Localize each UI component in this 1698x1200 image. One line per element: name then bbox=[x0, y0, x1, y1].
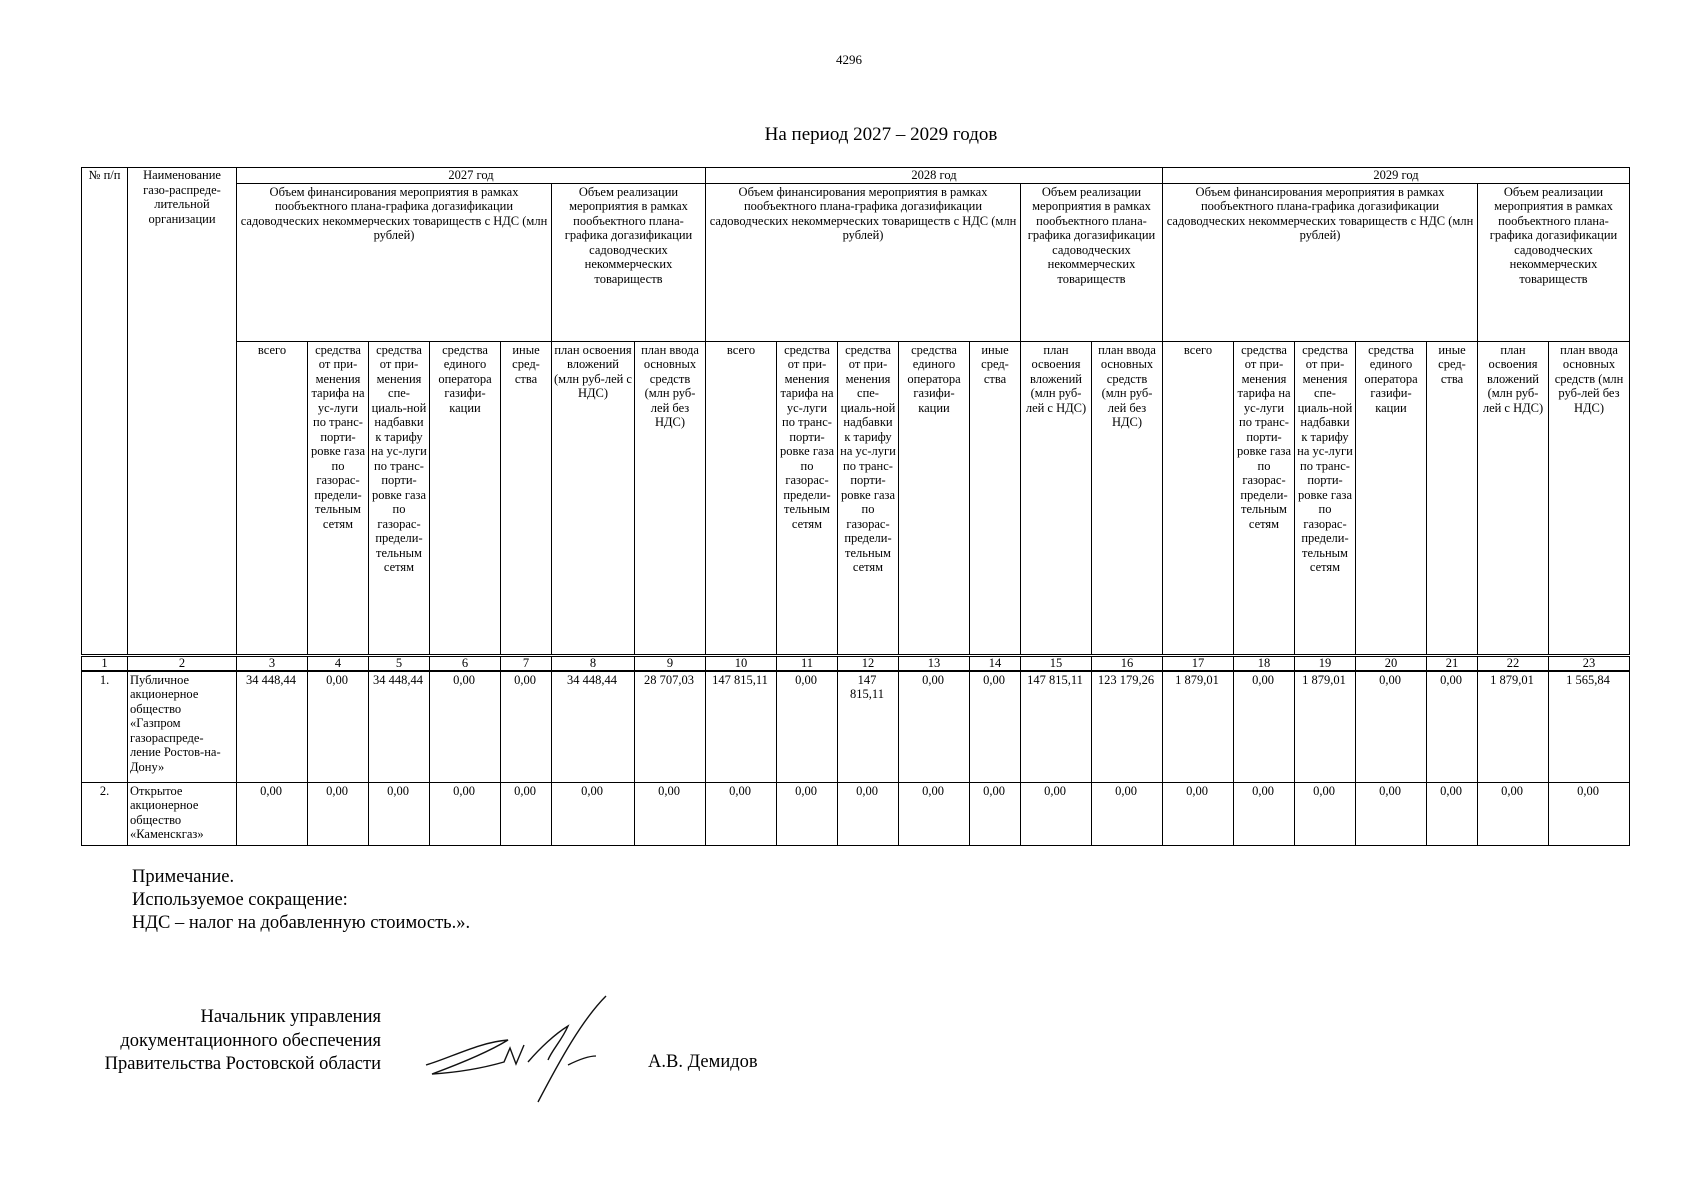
header-subcol-plan-assets: план ввода основных средств (млн руб-лей без НДС) bbox=[635, 341, 706, 655]
column-number: 8 bbox=[552, 655, 635, 671]
header-subcol-plan-assets: план ввода основных средств (млн руб-лей без НДС) bbox=[1549, 341, 1630, 655]
column-number: 1 bbox=[82, 655, 128, 671]
column-number: 14 bbox=[970, 655, 1021, 671]
table-cell: 0,00 bbox=[1021, 782, 1092, 845]
column-number: 23 bbox=[1549, 655, 1630, 671]
table-cell: 0,00 bbox=[1234, 782, 1295, 845]
signatory-position bbox=[81, 1006, 381, 1077]
table-cell: 1 565,84 bbox=[1549, 671, 1630, 783]
column-number: 18 bbox=[1234, 655, 1295, 671]
table-cell: 0,00 bbox=[970, 671, 1021, 783]
header-years-row bbox=[82, 168, 1630, 184]
table-cell: 0,00 bbox=[1295, 782, 1356, 845]
signatory-position-line: документационного обеспечения bbox=[120, 1030, 381, 1051]
table-cell: 0,00 bbox=[308, 782, 369, 845]
header-year: 2028 год bbox=[706, 168, 1163, 184]
column-number: 10 bbox=[706, 655, 777, 671]
table-cell: 1 879,01 bbox=[1163, 671, 1234, 783]
table-cell: 0,00 bbox=[237, 782, 308, 845]
table-cell: 0,00 bbox=[1549, 782, 1630, 845]
table-cell: 0,00 bbox=[899, 782, 970, 845]
table-cell: 34 448,44 bbox=[369, 671, 430, 783]
header-subcol-other: иные сред-ства bbox=[1427, 341, 1478, 655]
handwritten-signature bbox=[420, 990, 620, 1105]
header-finance-group: Объем финансирования мероприятия в рамках пообъектного плана-графика догазификации садоводческих некоммерческих товариществ с НДС (млн рублей) bbox=[1163, 183, 1478, 341]
header-finance-group: Объем финансирования мероприятия в рамках пообъектного плана-графика догазификации садоводческих некоммерческих товариществ с НДС (млн рублей) bbox=[706, 183, 1021, 341]
table-cell: 0,00 bbox=[1427, 782, 1478, 845]
header-subcol-operator: средства единого оператора газифи-кации bbox=[899, 341, 970, 655]
header-subcol-plan-invest: план освоения вложений (млн руб-лей с НДС) bbox=[552, 341, 635, 655]
table-cell: 34 448,44 bbox=[237, 671, 308, 783]
header-year: 2029 год bbox=[1163, 168, 1630, 184]
table-cell: 0,00 bbox=[777, 671, 838, 783]
note-line: НДС – налог на добавленную стоимость.». bbox=[132, 913, 471, 933]
data-table bbox=[81, 167, 1630, 846]
table-row bbox=[82, 671, 1630, 783]
table-cell: 0,00 bbox=[552, 782, 635, 845]
table-cell: 1 879,01 bbox=[1295, 671, 1356, 783]
header-subcol-total: всего bbox=[237, 341, 308, 655]
column-number: 12 bbox=[838, 655, 899, 671]
table-cell: 147 815,11 bbox=[706, 671, 777, 783]
column-number: 3 bbox=[237, 655, 308, 671]
column-number: 22 bbox=[1478, 655, 1549, 671]
column-number: 7 bbox=[501, 655, 552, 671]
table-cell: 0,00 bbox=[899, 671, 970, 783]
header-year: 2027 год bbox=[237, 168, 706, 184]
header-realization-group: Объем реализации мероприятия в рамках пообъектного плана-графика догазификации садоводческих некоммерческих товариществ bbox=[552, 183, 706, 341]
table-cell: 0,00 bbox=[430, 671, 501, 783]
table-cell: 0,00 bbox=[777, 782, 838, 845]
signatory-position-line: Начальник управления bbox=[200, 1007, 381, 1027]
note bbox=[132, 866, 470, 935]
header-subcol-total: всего bbox=[1163, 341, 1234, 655]
table-cell: 0,00 bbox=[1234, 671, 1295, 783]
header-subcol-operator: средства единого оператора газифи-кации bbox=[1356, 341, 1427, 655]
column-number: 6 bbox=[430, 655, 501, 671]
note-title: Примечание. bbox=[132, 867, 235, 887]
table-cell: 0,00 bbox=[706, 782, 777, 845]
header-subcol-plan-invest: план освоения вложений (млн руб-лей с НДС) bbox=[1021, 341, 1092, 655]
header-subcol-operator: средства единого оператора газифи-кации bbox=[430, 341, 501, 655]
column-number: 4 bbox=[308, 655, 369, 671]
column-number: 2 bbox=[128, 655, 237, 671]
header-subcol-tariff: средства от при-менения тарифа на ус-луги по транс-порти-ровке газа по газорас-предели-тельным сетям bbox=[777, 341, 838, 655]
header-subcol-surcharge: средства от при-менения спе-циаль-ной надбавки к тарифу на ус-луги по транс-порти-ровке газа по газорас-предели-тельным сетям bbox=[1295, 341, 1356, 655]
column-number: 20 bbox=[1356, 655, 1427, 671]
header-subcol-tariff: средства от при-менения тарифа на ус-луги по транс-порти-ровке газа по газорас-предели-тельным сетям bbox=[308, 341, 369, 655]
header-subcol-total: всего bbox=[706, 341, 777, 655]
header-realization-group: Объем реализации мероприятия в рамках пообъектного плана-графика догазификации садоводческих некоммерческих товариществ bbox=[1021, 183, 1163, 341]
table-cell: 28 707,03 bbox=[635, 671, 706, 783]
column-numbers-row bbox=[82, 655, 1630, 671]
table-cell: 0,00 bbox=[1356, 782, 1427, 845]
table-cell: 0,00 bbox=[838, 782, 899, 845]
header-number: № п/п bbox=[82, 168, 128, 656]
table-cell: 34 448,44 bbox=[552, 671, 635, 783]
header-org-name: Наименование газо-распреде-лительной организации bbox=[128, 168, 237, 656]
signatory-name: А.В. Демидов bbox=[648, 1052, 758, 1072]
row-number: 1. bbox=[82, 671, 128, 783]
header-subcol-plan-assets: план ввода основных средств (млн руб-лей без НДС) bbox=[1092, 341, 1163, 655]
column-number: 13 bbox=[899, 655, 970, 671]
table-cell: 0,00 bbox=[501, 671, 552, 783]
table-cell: 0,00 bbox=[1356, 671, 1427, 783]
period-title: На период 2027 – 2029 годов bbox=[764, 124, 998, 145]
note-line: Используемое сокращение: bbox=[132, 890, 348, 910]
column-number: 11 bbox=[777, 655, 838, 671]
table-cell: 0,00 bbox=[635, 782, 706, 845]
header-subcolumns-row bbox=[82, 341, 1630, 655]
header-subcol-plan-invest: план освоения вложений (млн руб-лей с НДС) bbox=[1478, 341, 1549, 655]
page-number: 4296 bbox=[836, 52, 862, 67]
header-subcol-tariff: средства от при-менения тарифа на ус-луги по транс-порти-ровке газа по газорас-предели-тельным сетям bbox=[1234, 341, 1295, 655]
header-groups-row bbox=[82, 183, 1630, 341]
header-subcol-other: иные сред-ства bbox=[501, 341, 552, 655]
column-number: 16 bbox=[1092, 655, 1163, 671]
column-number: 15 bbox=[1021, 655, 1092, 671]
table-cell: 0,00 bbox=[430, 782, 501, 845]
header-realization-group: Объем реализации мероприятия в рамках пообъектного плана-графика догазификации садоводческих некоммерческих товариществ bbox=[1478, 183, 1630, 341]
table-cell: 147 815,11 bbox=[1021, 671, 1092, 783]
table-cell: 0,00 bbox=[970, 782, 1021, 845]
table-row bbox=[82, 782, 1630, 845]
column-number: 21 bbox=[1427, 655, 1478, 671]
signatory-position-line: Правительства Ростовской области bbox=[104, 1054, 381, 1074]
table-cell: 0,00 bbox=[308, 671, 369, 783]
table-cell: 0,00 bbox=[1478, 782, 1549, 845]
table-cell: 1 879,01 bbox=[1478, 671, 1549, 783]
org-name: Публичное акционерное общество «Газпром газораспреде-ление Ростов-на-Дону» bbox=[128, 671, 237, 783]
table-cell: 123 179,26 bbox=[1092, 671, 1163, 783]
header-subcol-surcharge: средства от при-менения спе-циаль-ной надбавки к тарифу на ус-луги по транс-порти-ровке газа по газорас-предели-тельным сетям bbox=[838, 341, 899, 655]
header-subcol-surcharge: средства от при-менения спе-циаль-ной надбавки к тарифу на ус-луги по транс-порти-ровке газа по газорас-предели-тельным сетям bbox=[369, 341, 430, 655]
table-cell: 0,00 bbox=[1163, 782, 1234, 845]
table-cell: 0,00 bbox=[1427, 671, 1478, 783]
org-name: Открытое акционерное общество «Каменскгаз» bbox=[128, 782, 237, 845]
table-cell: 147 815,11 bbox=[838, 671, 899, 783]
table-cell: 0,00 bbox=[1092, 782, 1163, 845]
row-number: 2. bbox=[82, 782, 128, 845]
column-number: 19 bbox=[1295, 655, 1356, 671]
header-finance-group: Объем финансирования мероприятия в рамках пообъектного плана-графика догазификации садоводческих некоммерческих товариществ с НДС (млн рублей) bbox=[237, 183, 552, 341]
column-number: 17 bbox=[1163, 655, 1234, 671]
header-subcol-other: иные сред-ства bbox=[970, 341, 1021, 655]
column-number: 5 bbox=[369, 655, 430, 671]
table-cell: 0,00 bbox=[369, 782, 430, 845]
column-number: 9 bbox=[635, 655, 706, 671]
table-cell: 0,00 bbox=[501, 782, 552, 845]
